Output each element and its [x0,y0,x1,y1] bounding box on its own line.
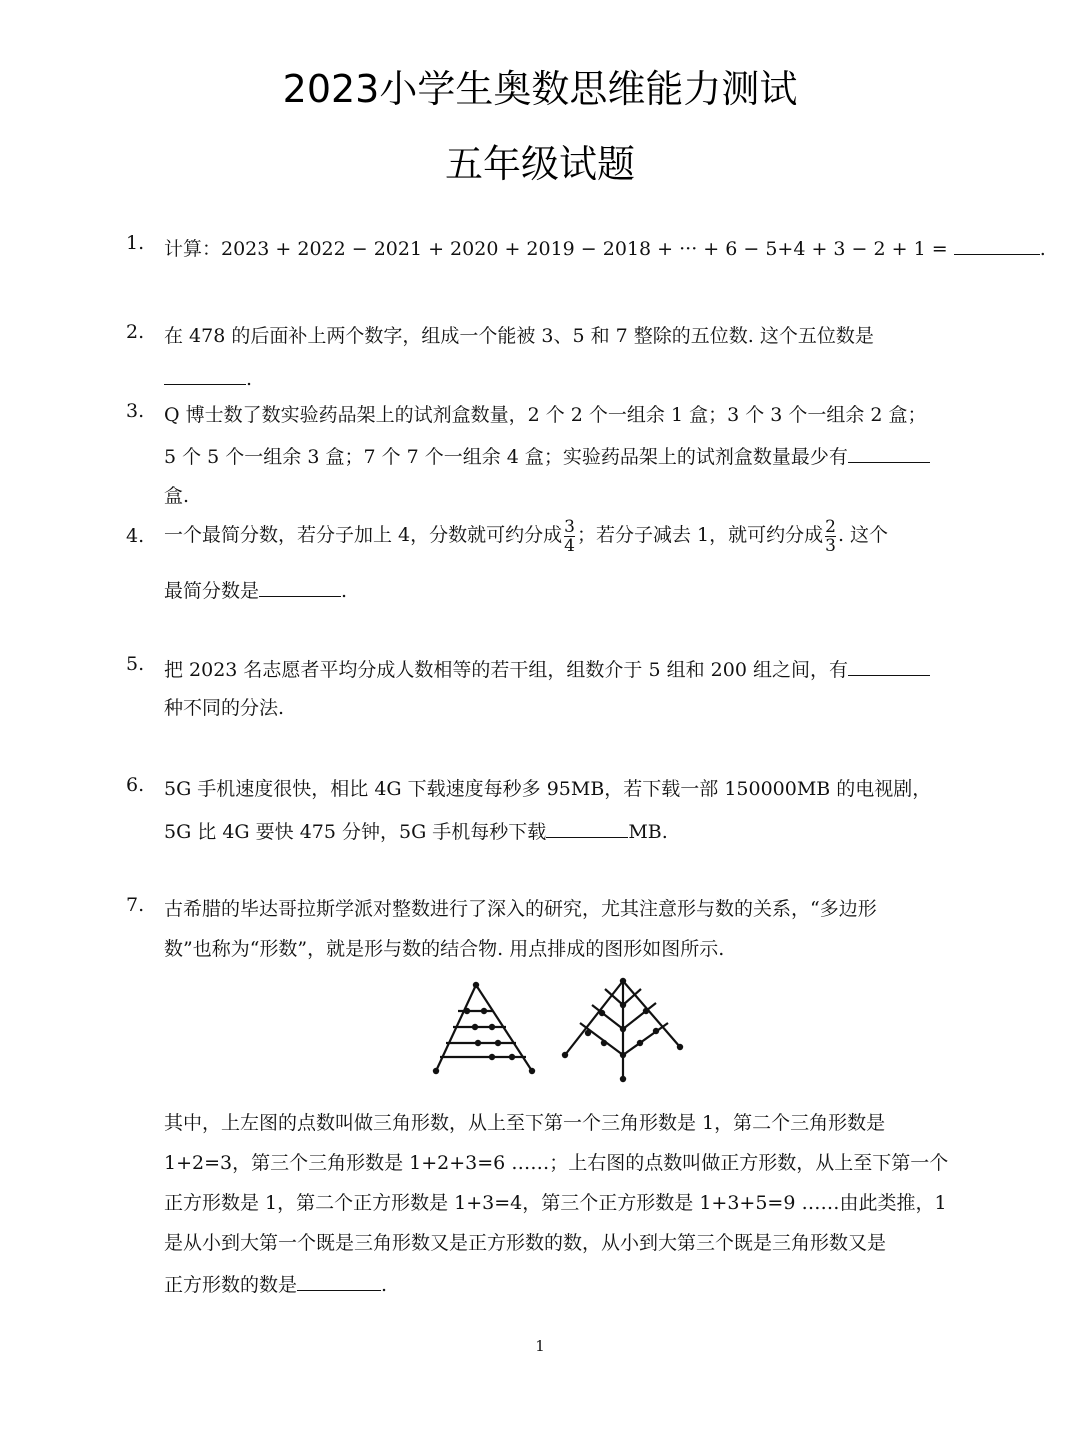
question-text [164,653,954,682]
dot [677,1044,683,1050]
question-number: 7. [126,894,145,916]
question-text-part: 计算：2023 + 2022 − 2021 + 2020 + 2019 − 2018 + ··· + 6 − 5+4 + 3 − 2 + 1 = [164,238,954,260]
dot [653,1028,659,1034]
question-text-part: 最简分数是 [164,580,260,602]
page-number: 1 [535,1337,545,1355]
answer-blank[interactable] [297,1268,381,1291]
question-text: Q 博士数了数实验药品架上的试剂盒数量，2 个 2 个一组余 1 盒；3 个 3 个一组余 2 盒； [164,404,927,426]
question-text-part: ；若分子减去 1，就可约分成 [576,524,824,546]
question-text-part: . [381,1274,388,1296]
dot [562,1052,568,1058]
page-title: 2023小学生奥数思维能力测试 [282,67,798,111]
question-text-part: 5G 比 4G 要快 475 分钟，5G 手机每秒下载 [164,821,547,843]
question-text: 数”也称为“形数”，就是形与数的结合物. 用点排成的图形如图所示. [164,938,725,960]
question-text: 5G 手机速度很快，相比 4G 下载速度每秒多 95MB，若下载一部 150000MB 的电视剧， [164,778,932,800]
answer-blank[interactable] [954,232,1040,255]
answer-blank[interactable] [848,440,930,463]
square-branch [623,1023,668,1055]
dot [473,982,479,988]
dot [464,1008,470,1014]
question-text-part: 把 2023 名志愿者平均分成人数相等的若干组，组数介于 5 组和 200 组之间，有 [164,659,848,681]
dot [620,978,626,984]
dot [481,1008,487,1014]
dot [599,1010,605,1016]
triangular-number-figure [436,985,532,1071]
question-text-part: . [246,368,253,390]
dot [472,1024,478,1030]
dot [601,1040,607,1046]
dot [585,1030,591,1036]
question-text [164,440,954,469]
fraction-denominator: 3 [825,535,836,556]
fraction-two-thirds [825,518,836,555]
answer-blank[interactable] [546,815,628,838]
square-branch [580,1023,623,1055]
dot [620,1076,626,1082]
page-subtitle: 五年级试题 [444,142,635,186]
question-number: 2. [126,321,145,343]
question-text-part: 一个最简分数，若分子加上 4，分数就可约分成 [164,524,563,546]
answer-blank[interactable] [259,574,341,597]
dot [433,1068,439,1074]
question-number: 3. [126,400,145,422]
question-text [164,1268,954,1297]
question-text [164,362,954,390]
fraction-numerator: 3 [564,516,575,537]
fraction-three-quarters [564,518,575,555]
square-branch [623,1003,656,1029]
question-text: 正方形数是 1，第二个正方形数是 1+3=4，第三个正方形数是 1+3+5=9 ……由此类推，1 [164,1192,947,1214]
dot [489,1024,495,1030]
dot [489,1054,495,1060]
dot [620,1002,626,1008]
dot [620,1052,626,1058]
dot [509,1054,515,1060]
square-outer-right [623,981,680,1047]
question-number: 4. [126,525,145,547]
question-text: 古希腊的毕达哥拉斯学派对整数进行了深入的研究，尤其注意形与数的关系，“多边形 [164,898,877,920]
question-text: 1+2=3，第三个三角形数是 1+2+3=6 ……；上右图的点数叫做正方形数，从上至下第一个 [164,1152,949,1174]
fraction-numerator: 2 [825,516,836,537]
answer-blank[interactable] [848,653,930,676]
dot [643,1008,649,1014]
question-text [164,574,954,603]
square-outer-left [565,981,623,1055]
question-text-part: 正方形数的数是 [164,1274,298,1296]
dot [637,1040,643,1046]
dot [475,1040,481,1046]
dot [495,1040,501,1046]
question-text-part: MB. [628,821,668,843]
question-text-part: . 这个 [837,524,889,546]
question-text [164,232,1046,261]
question-text [164,815,954,844]
answer-blank[interactable] [164,362,246,385]
question-text: 其中，上左图的点数叫做三角形数，从上至下第一个三角形数是 1，第二个三角形数是 [164,1112,886,1134]
question-text-part: 5 个 5 个一组余 3 盒；7 个 7 个一组余 4 盒；实验药品架上的试剂盒数量最少有 [164,446,848,468]
dot [620,1026,626,1032]
question-text: 盒. [164,485,190,507]
question-text: 是从小到大第一个既是三角形数又是正方形数的数，从小到大第三个既是三角形数又是 [164,1232,887,1254]
question-number: 1. [126,232,145,254]
square-branch [592,1005,623,1029]
question-number: 5. [126,653,145,675]
question-text: 在 478 的后面补上两个数字，组成一个能被 3、5 和 7 整除的五位数. 这个五位数是 [164,325,874,347]
polygonal-number-figures [420,975,700,1090]
question-number: 6. [126,774,145,796]
question-text-part: . [1039,238,1046,260]
question-text [164,512,954,558]
fraction-denominator: 4 [564,535,575,556]
question-text: 种不同的分法. [164,697,285,719]
question-text-part: . [341,580,348,602]
dot [529,1068,535,1074]
